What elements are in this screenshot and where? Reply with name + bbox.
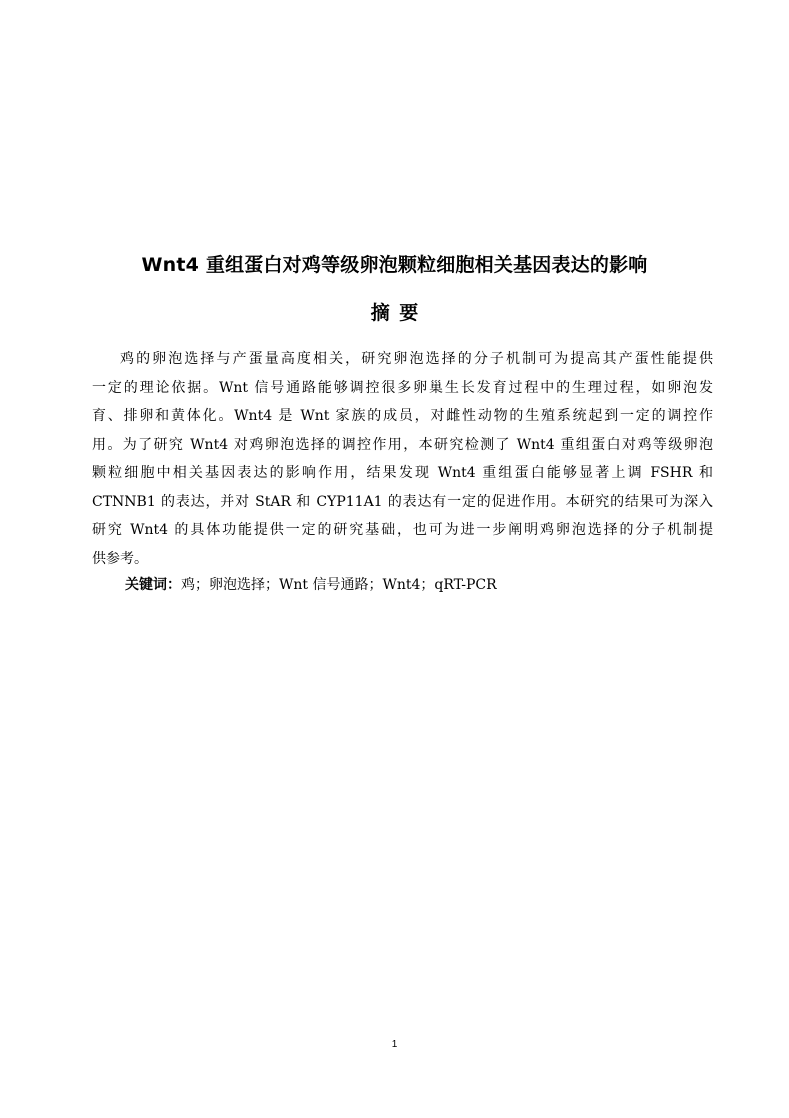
- abstract-line: 鸡的卵泡选择与产蛋量高度相关，研究卵泡选择的分子机制可为提高其产蛋性能提供: [120, 351, 713, 367]
- abstract-line: CTNNB1 的表达，并对 StAR 和 CYP11A1 的表达有一定的促进作用。本研究的结果可为深入: [92, 493, 713, 510]
- keywords-label: 关键词：: [125, 577, 181, 593]
- paper-title: Wnt4 重组蛋白对鸡等级卵泡颗粒细胞相关基因表达的影响: [141, 254, 648, 276]
- abstract-body: [92, 345, 713, 573]
- abstract-line: 颗粒细胞中相关基因表达的影响作用，结果发现 Wnt4 重组蛋白能够显著上调 FSHR 和: [92, 465, 713, 481]
- abstract-line: 一定的理论依据。Wnt 信号通路能够调控很多卵巢生长发育过程中的生理过程，如卵泡发: [92, 379, 713, 396]
- abstract-line: 育、排卵和黄体化。Wnt4 是 Wnt 家族的成员，对雌性动物的生殖系统起到一定的调控作: [92, 408, 713, 424]
- abstract-heading: 摘要: [370, 302, 428, 324]
- page-number: 1: [391, 1039, 398, 1050]
- keywords-text: 鸡；卵泡选择；Wnt 信号通路；Wnt4；qRT-PCR: [181, 577, 497, 593]
- abstract-line: 研究 Wnt4 的具体功能提供一定的研究基础，也可为进一步阐明鸡卵泡选择的分子机制提: [92, 522, 713, 538]
- abstract-line: 用。为了研究 Wnt4 对鸡卵泡选择的调控作用，本研究检测了 Wnt4 重组蛋白对鸡等级卵泡: [92, 436, 713, 453]
- keywords: [125, 571, 497, 600]
- abstract-line: 供参考。: [92, 550, 148, 567]
